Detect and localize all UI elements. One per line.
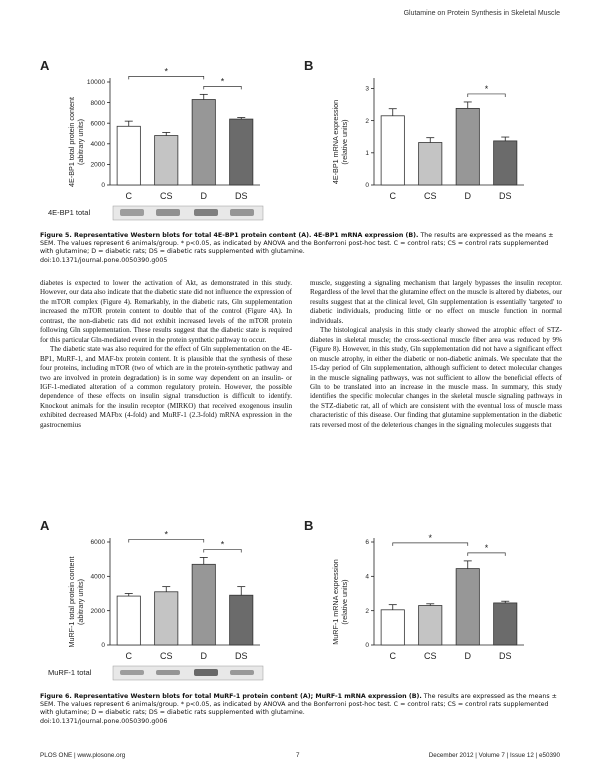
caption-text: The results are expressed as the means ± SEM. The values represent 6 animals/group. * p<0.05, as indicated by ANOVA and the Bonferroni post-hoc test. C = control rats; CS = control rats supplemented with glutamine; D = diabetic rats; DS = diabetic rats supplemented with glutamine. xyxy=(40,232,554,256)
bar-DS xyxy=(494,141,517,185)
x-tick-label: DS xyxy=(234,651,248,661)
y-axis-label-units: (abitrary units) xyxy=(76,119,85,165)
x-tick-label: D xyxy=(200,651,207,661)
fig5-panel-a xyxy=(38,58,268,226)
x-tick-label: CS xyxy=(423,651,437,661)
significance-star: * xyxy=(484,83,489,94)
y-axis-label: MuRF-1 total protein content xyxy=(67,556,76,648)
y-tick-label: 1 xyxy=(365,150,369,158)
bar-D xyxy=(192,564,215,645)
y-tick-label: 2 xyxy=(365,117,369,125)
bar-CS xyxy=(419,143,442,185)
y-tick-label: 2 xyxy=(365,607,369,615)
panel-letter: A xyxy=(40,58,50,73)
footer-journal: PLOS ONE | www.plosone.org xyxy=(40,752,126,759)
panel-letter: A xyxy=(40,518,50,533)
figure-6-caption xyxy=(40,693,562,726)
y-axis-label: 4E-BP1 total protein content xyxy=(67,97,76,187)
blot-label: 4E-BP1 total xyxy=(48,208,91,217)
x-tick-label: C xyxy=(125,651,132,661)
significance-star: * xyxy=(428,532,433,543)
y-axis-label-units: (relative units) xyxy=(340,579,349,625)
x-tick-label: DS xyxy=(498,651,512,661)
bar-CS xyxy=(419,606,442,645)
paragraph: The histological analysis in this study clearly showed the atrophic effect of STZ-diabetes in skeletal muscle; the cross-sectional muscle fiber area was reduced by 9% (Figure 8). However, in this study, Gln supplementation did not have a significant effect on muscle atrophy, in either the diabetic or non-diabetic animals. We speculate that the 15-day period of Gln supplementation, although sufficient to detect molecular changes in the muscle signaling pathways, was not sufficient to allow the beneficial effects of Gln to be translated into an increase in the muscle mass. In summary, this study identifies the specific molecular changes in the skeletal muscle signaling pathways in the STZ-diabetic rat, all of which are consistent with the eventual loss of muscle mass characteristic of this disease. Our finding that glutamine supplementation in the diabetic rats reversed most of the deleterious changes in the signaling molecules suggests that xyxy=(310,326,562,429)
caption-title: Figure 6. Representative Western blots for total MuRF-1 protein content (A); MuRF-1 mRNA expression (B). xyxy=(40,693,422,700)
paragraph: muscle, suggesting a signaling mechanism that largely bypasses the insulin receptor. Regardless of the level that the glutamine effect on the muscle is altered by diabetes, our results suggest that at the clinical level, Gln supplementation is essentially 'targeted' to diabetic individuals, producing little or no effect on muscle function in normal individuals. xyxy=(310,279,562,325)
y-tick-label: 10000 xyxy=(86,79,105,87)
significance-bracket xyxy=(204,86,242,89)
bar-D xyxy=(456,108,479,185)
bar-DS xyxy=(494,603,517,645)
caption-doi: doi:10.1371/journal.pone.0050390.g006 xyxy=(40,717,168,725)
y-axis-label: 4E-BP1 mRNA expression xyxy=(331,99,340,185)
y-tick-label: 6000 xyxy=(90,120,105,128)
x-tick-label: D xyxy=(200,191,207,201)
paragraph: diabetes is expected to lower the activation of Akt, as demonstrated in this study. However, our data also indicate that the diabetic state did not influence the expression of the mTOR complex (Figure 4). Remarkably, in the diabetic rats, Gln supplementation increased the mTOR protein content to double that of the control (Figure 4A). In contrast, the non-diabetic rats did not exhibit increased levels of the mTOR protein following Gln supplementation. These results suggest that the diabetic state is required for this particular Gln-mediated event in the protein synthetic pathway to occur. xyxy=(40,279,292,344)
bar-C xyxy=(381,610,404,645)
x-tick-label: C xyxy=(125,191,132,201)
y-axis-label: MuRF-1 mRNA expression xyxy=(331,559,340,645)
right-text-column xyxy=(310,279,562,430)
x-tick-label: DS xyxy=(498,191,512,201)
significance-star: * xyxy=(484,542,489,553)
fig6-panel-b xyxy=(302,518,532,668)
y-tick-label: 3 xyxy=(365,85,369,93)
significance-bracket xyxy=(129,539,204,542)
x-tick-label: D xyxy=(464,191,471,201)
bar-C xyxy=(117,126,140,185)
y-tick-label: 0 xyxy=(101,182,105,190)
bar-chart xyxy=(87,66,260,201)
footer-page-number: 7 xyxy=(296,752,300,759)
x-tick-label: DS xyxy=(234,191,248,201)
y-tick-label: 2000 xyxy=(90,161,105,169)
significance-star: * xyxy=(164,529,169,540)
x-tick-label: CS xyxy=(159,651,173,661)
paragraph: The diabetic state was also required for the effect of Gln supplementation on the 4E-BP1, MuRF-1, and MAF-bx protein content. It is plausible that the synthesis of these four proteins, including mTOR (two of which are in the protein-synthetic pathway and two are involved in protein degradation) is in some way dependent on an insulin- or IGF-1-mediated alteration of a common regulatory protein. However, the possible dependence of these effects on insulin signal transduction is difficult to identify. Knockout animals for the insulin receptor (MIRKO) that received exogenous insulin exhibited decreased MAFbx (4-fold) and MuRF-1 (2.3-fold) mRNA expression in the gastrocnemius xyxy=(40,345,292,429)
bar-D xyxy=(456,569,479,645)
bar-DS xyxy=(230,119,253,185)
bar-D xyxy=(192,100,215,185)
significance-bracket xyxy=(393,543,468,546)
y-tick-label: 6000 xyxy=(90,539,105,547)
blot-label: MuRF-1 total xyxy=(48,668,92,677)
western-blot xyxy=(113,206,263,220)
y-tick-label: 4000 xyxy=(90,573,105,581)
running-header: Glutamine on Protein Synthesis in Skeletal Muscle xyxy=(403,10,560,17)
y-axis-label-units: (relative units) xyxy=(340,119,349,165)
x-tick-label: D xyxy=(464,651,471,661)
x-tick-label: C xyxy=(389,191,396,201)
significance-bracket xyxy=(468,553,506,556)
y-tick-label: 0 xyxy=(365,642,369,650)
bar-DS xyxy=(230,595,253,645)
bar-C xyxy=(381,116,404,185)
caption-doi: doi:10.1371/journal.pone.0050390.g005 xyxy=(40,256,168,264)
bar-CS xyxy=(155,592,178,645)
x-tick-label: CS xyxy=(423,191,437,201)
x-tick-label: CS xyxy=(159,191,173,201)
y-tick-label: 0 xyxy=(365,182,369,190)
y-axis-label-units: (abitrary units) xyxy=(76,579,85,625)
y-tick-label: 6 xyxy=(365,539,369,547)
bar-chart xyxy=(91,529,260,661)
y-tick-label: 0 xyxy=(101,642,105,650)
fig5-panel-b xyxy=(302,58,532,208)
x-tick-label: C xyxy=(389,651,396,661)
significance-bracket xyxy=(468,94,506,97)
figure-5-caption xyxy=(40,232,562,265)
fig6-panel-a xyxy=(38,518,268,686)
caption-text: The results are expressed as the means ± SEM. The values represent 6 animals/group. * p<0.05, as indicated by ANOVA and the Bonferroni post-hoc test. C = control rats; CS = control rats supplemented with glutamine; D = diabetic rats; DS = diabetic rats supplemented with glutamine. xyxy=(40,693,557,717)
bar-chart xyxy=(365,78,524,201)
bar-chart xyxy=(365,533,524,661)
significance-bracket xyxy=(129,76,204,79)
significance-bracket xyxy=(204,549,242,552)
footer-issue: December 2012 | Volume 7 | Issue 12 | e50390 xyxy=(428,752,560,759)
significance-star: * xyxy=(164,66,169,77)
western-blot xyxy=(113,666,263,680)
y-tick-label: 4 xyxy=(365,573,369,581)
y-tick-label: 8000 xyxy=(90,99,105,107)
significance-star: * xyxy=(220,539,225,550)
y-tick-label: 2000 xyxy=(90,607,105,615)
bar-C xyxy=(117,596,140,645)
bar-CS xyxy=(155,136,178,185)
significance-star: * xyxy=(220,76,225,87)
panel-letter: B xyxy=(304,518,314,533)
caption-title: Figure 5. Representative Western blots for total 4E-BP1 protein content (A). 4E-BP1 mRNA expression (B). xyxy=(40,232,419,239)
left-text-column xyxy=(40,279,292,430)
panel-letter: B xyxy=(304,58,314,73)
y-tick-label: 4000 xyxy=(90,141,105,148)
